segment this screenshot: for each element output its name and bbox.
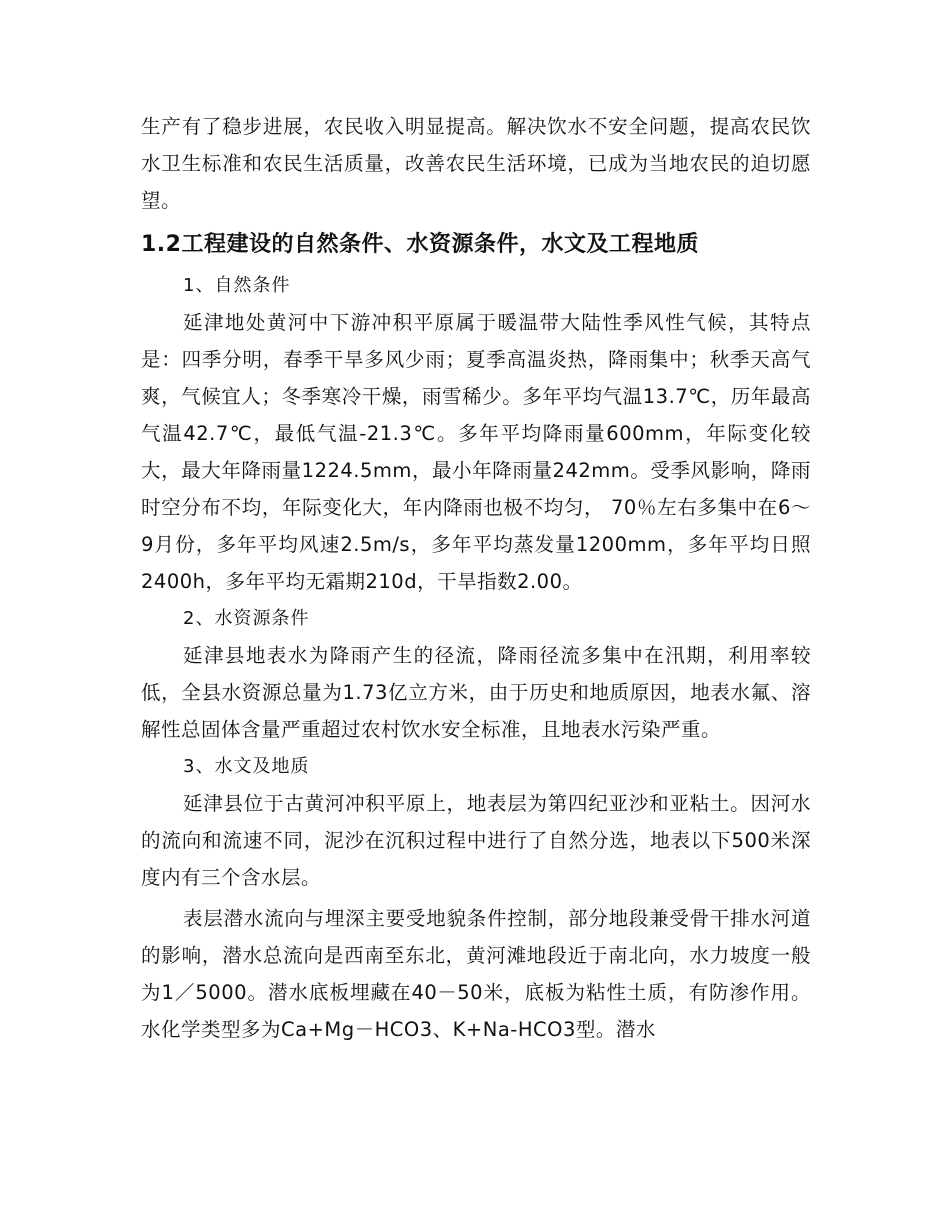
- subsection-title-water-resources: 2、水资源条件: [183, 608, 310, 629]
- subsection-title-natural-conditions: 1、自然条件: [183, 275, 291, 296]
- hydrology-geology-paragraph-2: 表层潜水流向与埋深主要受地貌条件控制，部分地段兼受骨干排水河道的影响，潜水总流向是西南至东北，黄河滩地段近于南北向，水力坡度一般为1／5000。潜水底板埋藏在40－50米，底板为粘性土质，有防渗作用。水化学类型多为Ca+Mg－HCO3、K+Na-HCO3型。潜水: [141, 907, 811, 1041]
- subsection-title-hydrology-geology: 3、水文及地质: [183, 756, 310, 777]
- intro-paragraph: 生产有了稳步进展，农民收入明显提高。解决饮水不安全问题，提高农民饮水卫生标准和农民生活质量，改善农民生活环境，已成为当地农民的迫切愿望。: [141, 115, 811, 212]
- water-resources-paragraph: 延津县地表水为降雨产生的径流，降雨径流多集中在汛期，利用率较低，全县水资源总量为1.73亿立方米，由于历史和地质原因，地表水氟、溶解性总固体含量严重超过农村饮水安全标准，且地表水污染严重。: [141, 644, 811, 741]
- document-body: [141, 108, 811, 1048]
- hydrology-geology-paragraph-1: 延津县位于古黄河冲积平原上，地表层为第四纪亚沙和亚粘土。因河水的流向和流速不同，泥沙在沉积过程中进行了自然分选，地表以下500米深度内有三个含水层。: [141, 792, 811, 889]
- natural-conditions-paragraph: 延津地处黄河中下游冲积平原属于暖温带大陆性季风性气候，其特点是：四季分明，春季干旱多风少雨；夏季高温炎热，降雨集中；秋季天高气爽，气候宜人；冬季寒冷干燥，雨雪稀少。多年平均气温13.7℃，历年最高气温42.7℃，最低气温-21.3℃。多年平均降雨量600mm，年际变化较大，最大年降雨量1224.5mm，最小年降雨量242mm。受季风影响，降雨时空分布不均，年际变化大，年内降雨也极不均匀， 70％左右多集中在6～9月份，多年平均风速2.5m/s，多年平均蒸发量1200mm，多年平均日照2400h，多年平均无霜期210d，干旱指数2.00。: [141, 311, 811, 593]
- section-heading: 1.2工程建设的自然条件、水资源条件，水文及工程地质: [141, 232, 699, 257]
